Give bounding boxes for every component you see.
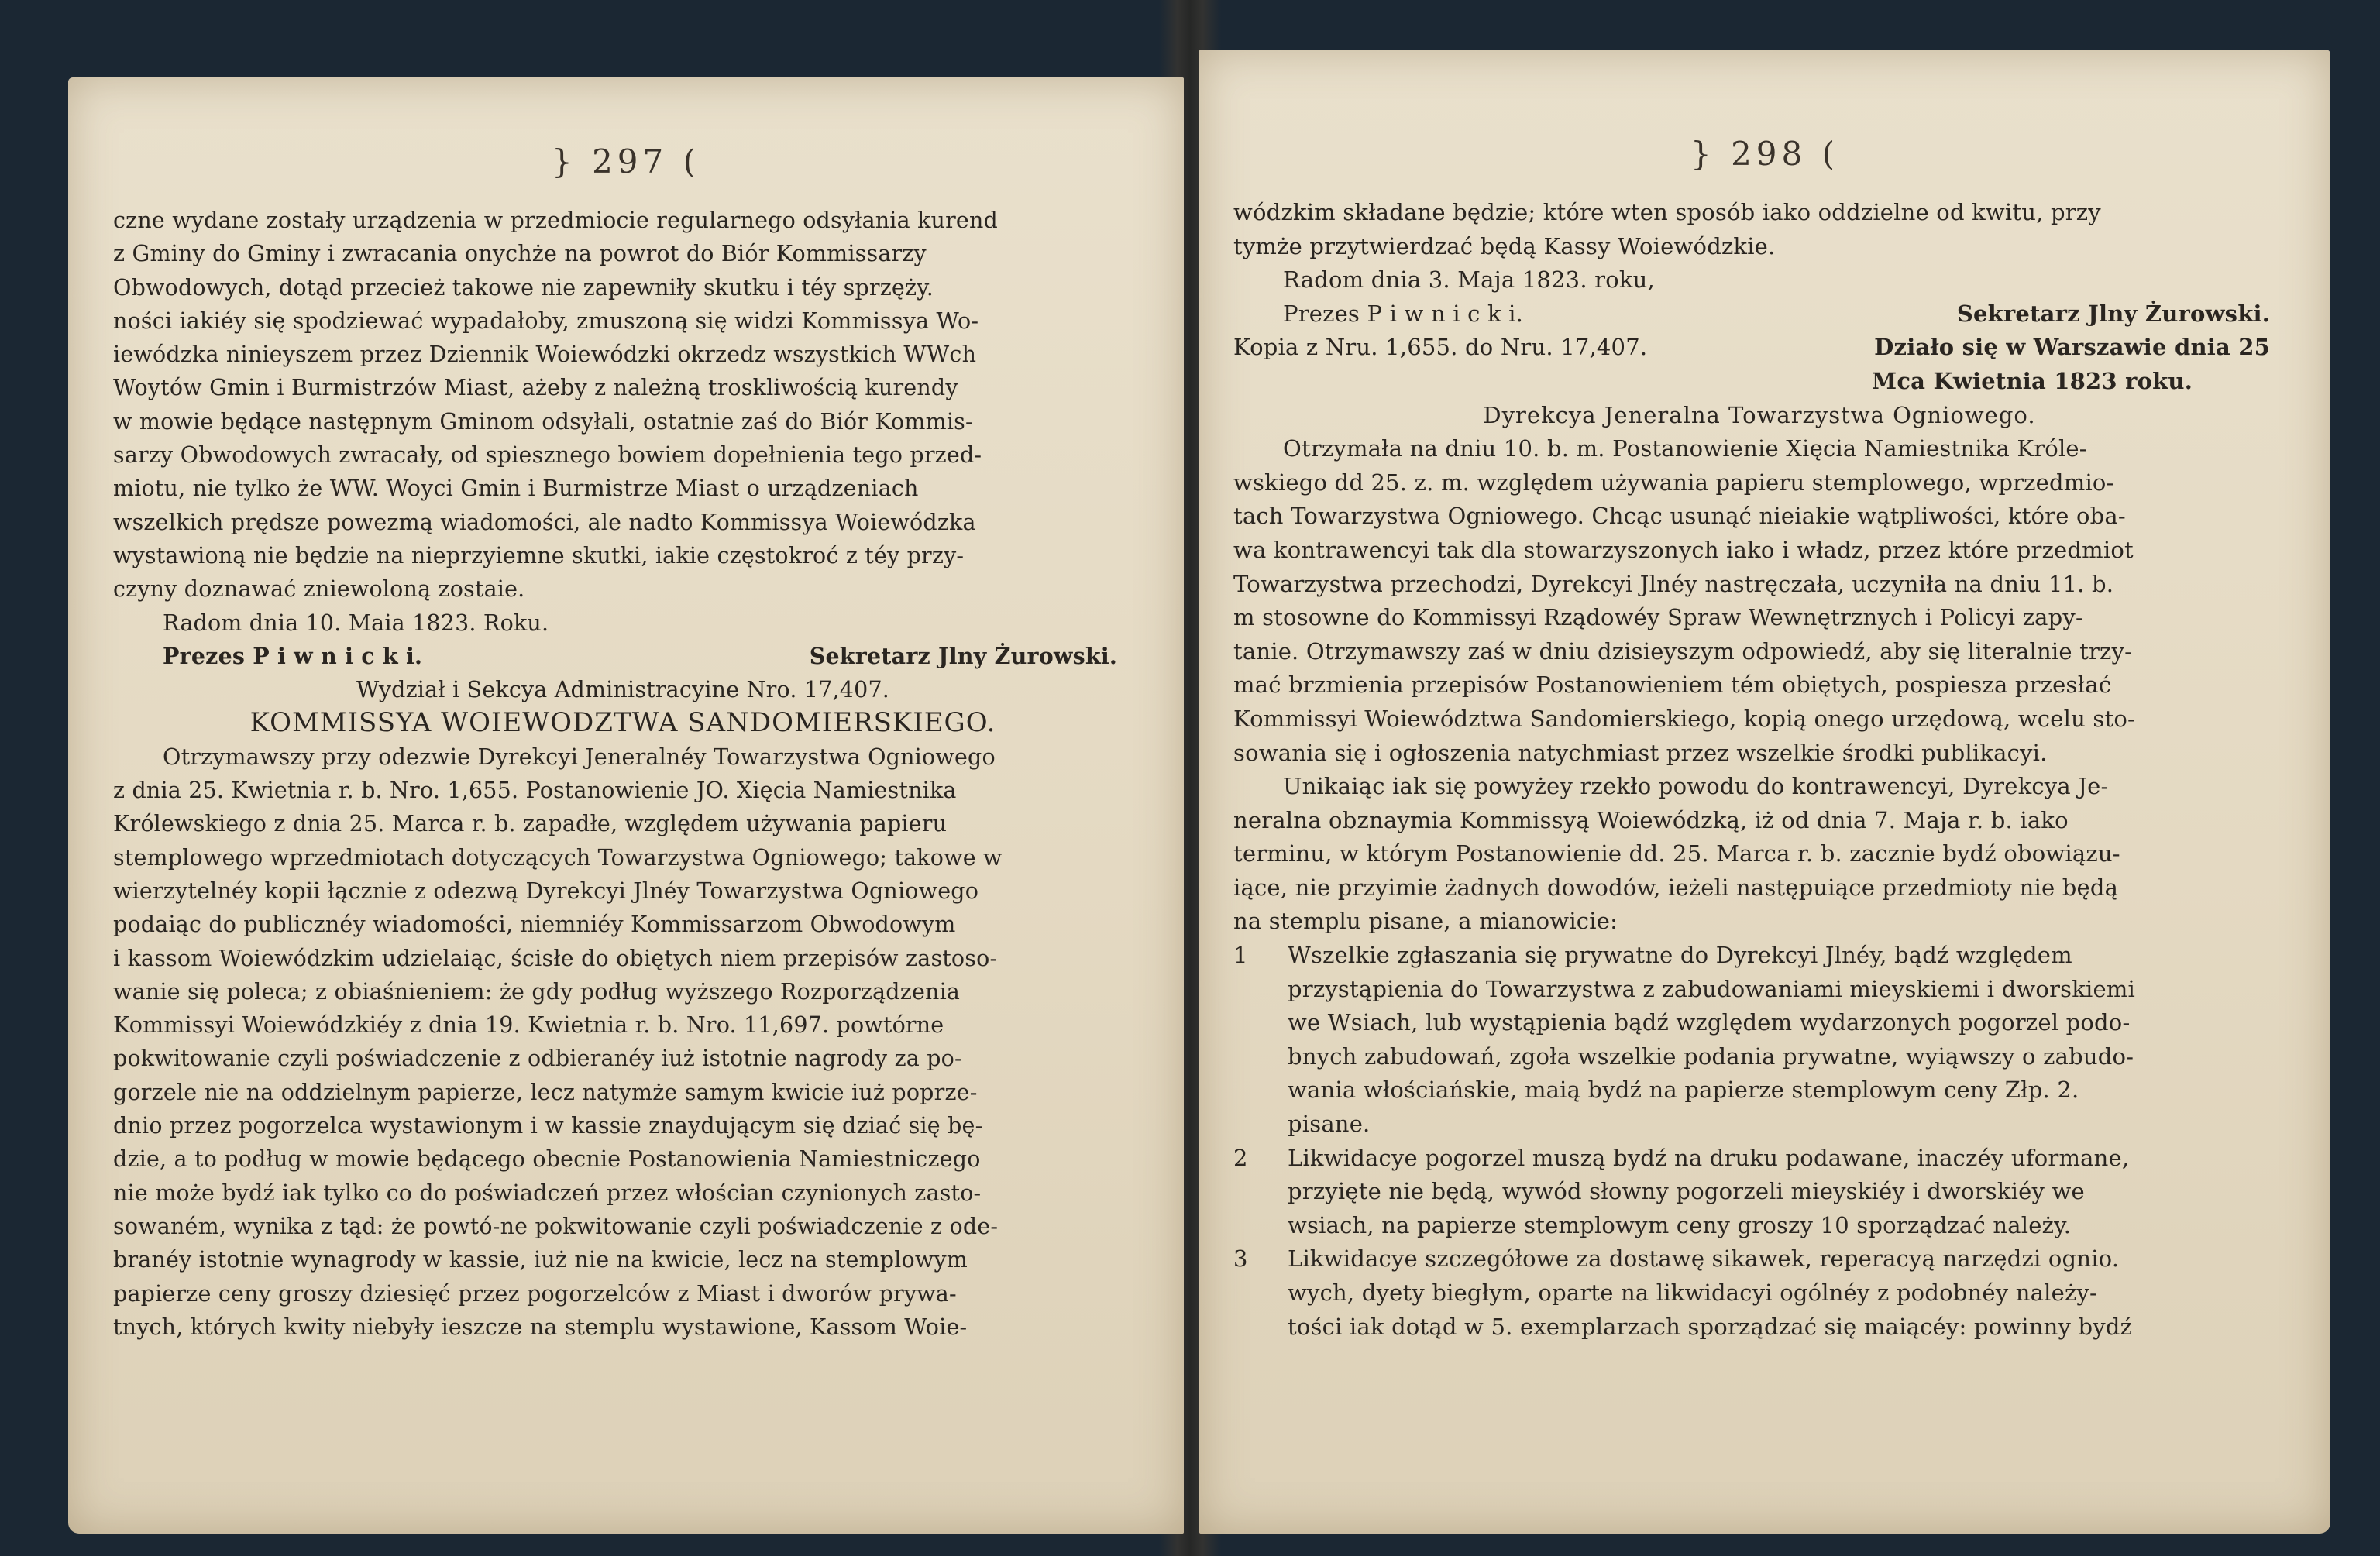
text-line: Wszelkie zgłaszania się prywatne do Dyrekcyi Jlnéy, bądź względem: [1288, 942, 2072, 969]
place-date-line: Mca Kwietnia 1823 roku.: [1872, 367, 2193, 394]
text-line: dzie, a to podług w mowie będącego obecnie Postanowienia Namiestniczego: [113, 1146, 981, 1173]
text-line: w mowie będące następnym Gminom odsyłali, ostatnie zaś do Biór Kommis-: [113, 408, 973, 435]
copy-row: [1233, 331, 2285, 365]
item-text: [1288, 1142, 2129, 1243]
page-number: } 297 (: [552, 143, 700, 180]
text-line: iewódzka ninieyszem przez Dziennik Woiewódzki okrzedz wszystkich WWch: [113, 342, 977, 368]
text-line: Otrzymawszy przy odezwie Dyrekcyi Jeneralnéy Towarzystwa Ogniowego: [163, 744, 996, 770]
text-line: czne wydane zostały urządzenia w przedmiocie regularnego odsyłania kurend: [113, 208, 998, 233]
right-page: [1199, 50, 2330, 1534]
president-signature: Prezes P i w n i c k i.: [163, 642, 423, 669]
text-line: tnych, których kwity niebyły ieszcze na stemplu wystawione, Kassom Woie-: [113, 1314, 968, 1340]
item-number: 2: [1233, 1144, 1248, 1171]
text-line: miotu, nie tylko że WW. Woyci Gmin i Burmistrze Miast o urządzeniach: [113, 476, 919, 502]
text-line: terminu, w którym Postanowienie dd. 25. Marca r. b. zacznie bydź obowiązu-: [1233, 840, 2120, 867]
text-line: ności iakiéy się spodziewać wypadałoby, zmuszoną się widzi Kommissya Wo-: [113, 307, 979, 334]
text-line: pokwitowanie czyli poświadczenie z odbieranéy iuż istotnie nagrody za po-: [113, 1046, 962, 1072]
text-line: tości iak dotąd w 5. exemplarzach sporządzać się maiącéy: powinny bydź: [1288, 1313, 2133, 1340]
text-line: papierze ceny groszy dziesięć przez pogorzelców z Miast i dworów prywa-: [113, 1280, 957, 1307]
text-line: Otrzymała na dniu 10. b. m. Postanowienie Xięcia Namiestnika Króle-: [1283, 435, 2087, 462]
text-line: sowaném, wynika z tąd: że powtó-ne pokwitowanie czyli poświadczenie z ode-: [113, 1213, 999, 1239]
item-text: [1288, 939, 2135, 1142]
text-line: gorzele nie na oddzielnym papierze, lecz natymże samym kwicie iuż poprze-: [113, 1079, 978, 1105]
place-line: Działo się w Warszawie dnia 25: [1874, 334, 2270, 361]
text-line: we Wsiach, lub wystąpienia bądź względem wydarzonych pogorzel podo-: [1288, 1009, 2131, 1036]
text-line: Królewskiego z dnia 25. Marca r. b. zapadłe, względem używania papieru: [113, 811, 948, 837]
text-line: mać brzmienia przepisów Postanowieniem tém obiętych, pospiesza przesłać: [1233, 672, 2112, 699]
text-line: wystawioną nie będzie na nieprzyiemne skutki, iakie częstokroć z téy przy-: [113, 542, 965, 568]
date-line: Radom dnia 10. Maia 1823. Roku.: [163, 610, 549, 636]
text-line: branéy istotnie wynagrody w kassie, iuż nie na kwicie, lecz na stemplowym: [113, 1247, 968, 1273]
text-line: tach Towarzystwa Ogniowego. Chcąc usunąć nieiakie wątpliwości, które oba-: [1233, 503, 2126, 530]
text-line: Kommissyi Woiewódzkiéy z dnia 19. Kwietnia r. b. Nro. 11,697. powtórne: [113, 1012, 944, 1039]
text-line: Likwidacye pogorzel muszą bydź na druku podawane, inaczéy uformane,: [1288, 1144, 2130, 1171]
text-line: tymże przytwierdzać będą Kassy Woiewódzkie.: [1233, 232, 1776, 259]
text-line: sarzy Obwodowych zwracały, od spiesznego bowiem dopełnienia tego przed-: [113, 442, 982, 469]
text-line: m stosowne do Kommissyi Rządowéy Spraw Wewnętrznych i Policyi zapy-: [1233, 604, 2084, 631]
text-line: i kassom Woiewódzkim udzielaiąc, ścisłe do obiętych niem przepisów zastoso-: [113, 945, 998, 971]
text-line: wania włościańskie, maią bydź na papierze stemplowym ceny Złp. 2.: [1288, 1077, 2079, 1104]
text-line: podaiąc do publicznéy wiadomości, niemniéy Kommissarzom Obwodowym: [113, 912, 956, 938]
text-line: wierzytelnéy kopii łącznie z odezwą Dyrekcyi Jlnéy Towarzystwa Ogniowego: [113, 878, 979, 904]
copy-reference: Kopia z Nru. 1,655. do Nru. 17,407.: [1233, 334, 1648, 361]
text-line: wszelkich prędsze powezmą wiadomości, ale nadto Kommissya Woiewódzka: [113, 509, 976, 535]
text-line: czyny doznawać zniewoloną zostaie.: [113, 576, 525, 603]
text-line: bnych zabudowań, zgoła wszelkie podania prywatne, wyiąwszy o zabudo-: [1288, 1042, 2134, 1070]
text-line: na stemplu pisane, a mianowicie:: [1233, 908, 1618, 935]
text-line: Likwidacye szczegółowe za dostawę sikawek, reperacyą narzędzi ognio.: [1288, 1245, 2120, 1273]
secretary-signature: Sekretarz Jlny Żurowski.: [809, 642, 1117, 669]
text-line: Woytów Gmin i Burmistrzów Miast, ażeby z należną troskliwością kurendy: [113, 375, 958, 401]
text-line: z dnia 25. Kwietnia r. b. Nro. 1,655. Postanowienie JO. Xięcia Namiestnika: [113, 778, 957, 804]
division-reference: Wydział i Sekcya Administracyine Nro. 17,407.: [356, 677, 890, 703]
text-line: sowania się i ogłoszenia natychmiast przez wszelkie środki publikacyi.: [1233, 739, 2048, 766]
list-item: [1233, 1242, 2285, 1344]
item-text: [1288, 1242, 2132, 1344]
text-line: wa kontrawencyi tak dla stowarzyszonych iako i władz, przez które przedmiot: [1233, 536, 2134, 563]
text-line: przystąpienia do Towarzystwa z zabudowaniami mieyskiemi i dworskiemi: [1288, 975, 2136, 1002]
section-heading: Dyrekcya Jeneralna Towarzystwa Ogniowego.: [1483, 401, 2036, 428]
right-page-text: [1199, 196, 2330, 1344]
text-line: dnio przez pogorzelca wystawionym i w kassie znaydującym się dziać się bę-: [113, 1113, 983, 1139]
text-line: Obwodowych, dotąd przecież takowe nie zapewniły skutku i téy sprzęży.: [113, 274, 934, 301]
text-line: wskiego dd 25. z. m. względem używania papieru stemplowego, wprzedmio-: [1233, 469, 2114, 496]
left-page-text: [68, 204, 1184, 1344]
date-line: Radom dnia 3. Maja 1823. roku,: [1283, 266, 1655, 294]
text-line: pisane.: [1288, 1111, 1371, 1138]
text-line: Towarzystwa przechodzi, Dyrekcyi Jlnéy nastręczała, uczyniła na dniu 11. b.: [1233, 570, 2114, 597]
item-number: 3: [1233, 1245, 1248, 1273]
signature-row: [1233, 297, 2285, 331]
text-line: stemplowego wprzedmiotach dotyczących Towarzystwa Ogniowego; takowe w: [113, 844, 1003, 871]
text-line: tanie. Otrzymawszy zaś w dniu dzisieyszym odpowiedź, aby się literalnie trzy-: [1233, 637, 2133, 665]
section-heading: KOMMISSYA WOIEWODZTWA SANDOMIERSKIEGO.: [249, 707, 996, 739]
signature-row: [113, 640, 1133, 673]
text-line: wych, dyety biegłym, oparte na likwidacyi ogólnéy z podobnéy należy-: [1288, 1279, 2098, 1306]
item-number: 1: [1233, 942, 1248, 969]
president-signature: Prezes P i w n i c k i.: [1283, 300, 1524, 327]
text-line: Kommissyi Woiewództwa Sandomierskiego, kopią onego urzędową, wcelu sto-: [1233, 705, 2135, 732]
secretary-signature: Sekretarz Jlny Żurowski.: [1956, 300, 2270, 327]
text-line: przyięte nie będą, wywód słowny pogorzeli mieyskiéy i dworskiéy we: [1288, 1178, 2085, 1205]
text-line: Unikaiąc iak się powyżey rzekło powodu do kontrawencyi, Dyrekcya Je-: [1283, 773, 2109, 800]
text-line: wódzkim składane będzie; które wten sposób iako oddzielne od kwitu, przy: [1233, 199, 2101, 225]
text-line: iące, nie przyimie żadnych dowodów, ieżeli następuiące przedmioty nie będą: [1233, 874, 2119, 901]
left-page: [68, 77, 1184, 1534]
list-item: [1233, 939, 2285, 1142]
text-line: wsiach, na papierze stemplowym ceny groszy 10 sporządzać należy.: [1288, 1211, 2072, 1238]
text-line: wanie się poleca; z obiaśnieniem: że gdy podług wyższego Rozporządzenia: [113, 978, 961, 1005]
list-item: [1233, 1142, 2285, 1243]
text-line: neralna obznaymia Kommissyą Woiewódzką, iż od dnia 7. Maja r. b. iako: [1233, 806, 2069, 833]
page-number: } 298 (: [1690, 135, 1839, 173]
text-line: nie może bydź iak tylko co do poświadczeń przez włościan czynionych zasto-: [113, 1180, 982, 1206]
text-line: z Gminy do Gminy i zwracania onychże na powrot do Biór Kommissarzy: [113, 241, 927, 267]
